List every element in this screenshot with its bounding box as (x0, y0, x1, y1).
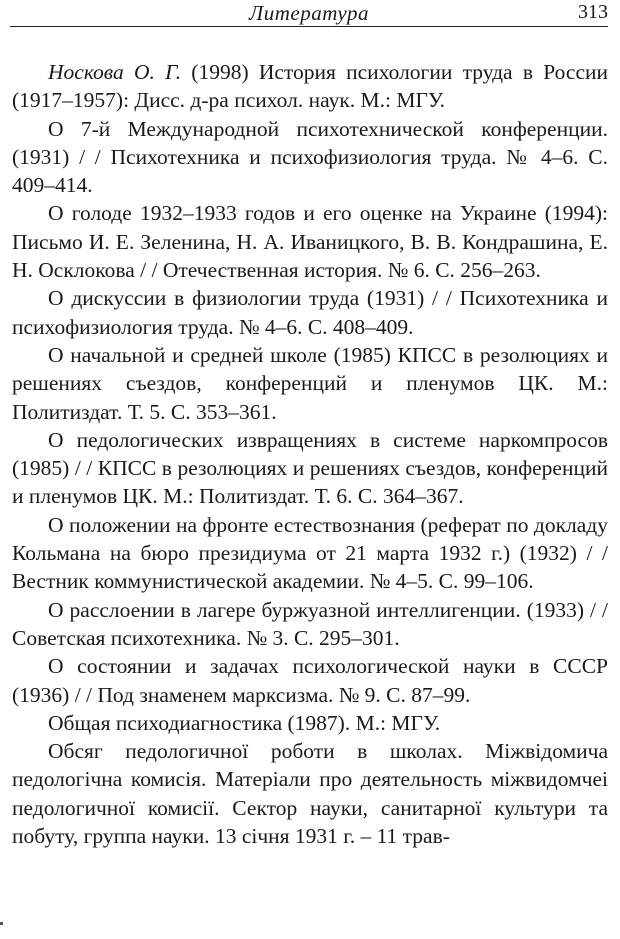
entry-text: О голоде 1932–1933 годов и его оценке на Украине (1994): Письмо И. Е. Зеленина, Н. А. Иваницкого, В. В. Кондрашина, Е. Н. Осклокова / / Отечественная история. № 6. С. 256–263. (12, 201, 608, 283)
bibliography-entry (12, 596, 608, 653)
entry-text: О дискуссии в физиологии труда (1931) / / Психотехника и психофизиология труда. № 4–6. С. 408–409. (12, 286, 608, 339)
running-header (10, 0, 608, 27)
entry-text: О начальной и средней школе (1985) КПСС в резолюциях и решениях съездов, конференций и пленумов ЦК. М.: Политиздат. Т. 5. С. 353–361. (12, 342, 608, 424)
entry-text: О состоянии и задачах психологической науки в СССР (1936) / / Под знаменем марксизма. № 9. С. 87–99. (12, 654, 608, 707)
running-title: Литература (249, 1, 369, 25)
page-number: 313 (578, 1, 608, 23)
bibliography-entry (12, 511, 608, 596)
bibliography-entry (12, 199, 608, 284)
bibliography-entry (12, 652, 608, 709)
entry-text: (1998) История психологии труда в России (1917–1957): Дисс. д-ра психол. наук. М.: МГУ. (12, 60, 608, 113)
entry-text: О положении на фронте естествознания (реферат по докладу Кольмана на бюро президиума от 21 марта 1932 г.) (1932) / / Вестник коммунистической академии. № 4–5. С. 99–106. (12, 512, 608, 594)
bibliography-entry (12, 58, 608, 115)
bibliography-list (12, 58, 608, 850)
bibliography-entry (12, 341, 608, 426)
bibliography-entry (12, 737, 608, 850)
entry-text: О педологических извращениях в системе наркомпросов (1985) / / КПСС в резолюциях и решениях съездов, конференций и пленумов ЦК. М.: Политиздат. Т. 6. С. 364–367. (12, 427, 608, 509)
bibliography-entry (12, 115, 608, 200)
entry-text: О 7-й Международной психотехнической конференции. (1931) / / Психотехника и психофизиология труда. № 4–6. С. 409–414. (12, 116, 608, 198)
entry-text: О расслоении в лагере буржуазной интеллигенции. (1933) / / Советская психотехника. № 3. С. 295–301. (12, 597, 608, 650)
bibliography-entry (12, 284, 608, 341)
bibliography-entry (12, 709, 608, 737)
scan-mark (0, 922, 3, 925)
entry-text: Обсяг педологичної роботи в школах. Міжвідомича педологічна комисія. Матеріали про деятельность міжвидомчеі педологичної комисії. Сектор науки, санитарної культури та побуту, группа науки. 13 січня 1931 г. – 11 трав- (12, 739, 608, 849)
entry-text: Общая психодиагностика (1987). М.: МГУ. (48, 710, 441, 735)
bibliography-entry (12, 426, 608, 511)
entry-author: Носкова О. Г. (48, 60, 182, 84)
